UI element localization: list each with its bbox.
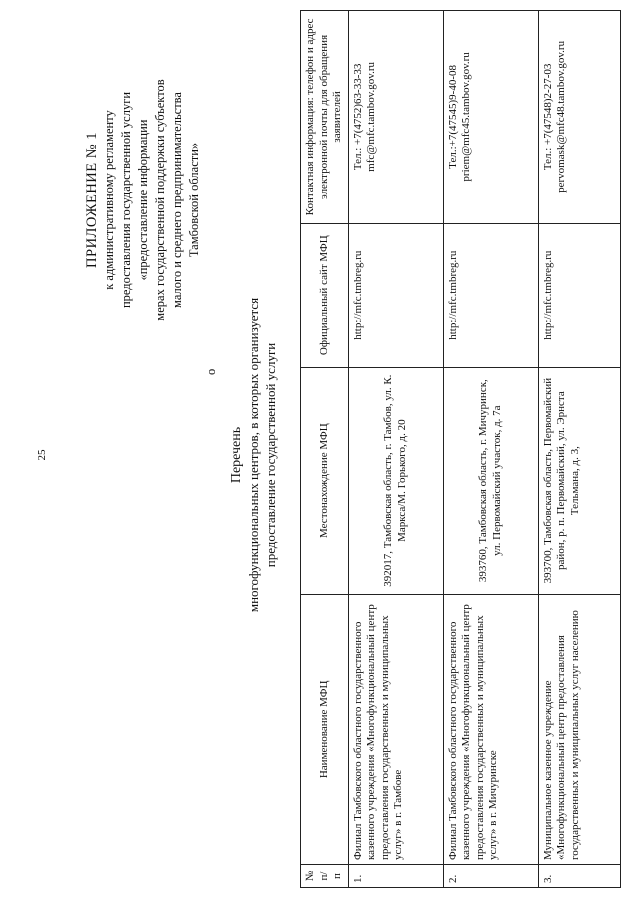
table-row [348,11,443,888]
cell-num: 2. [443,865,538,888]
appendix-bullet: о [204,368,218,375]
table-row [538,11,620,888]
header-num: № п/п [301,865,349,888]
table-header-row [301,11,349,888]
contact-email: priem@mfc45.tambov.gov.ru [460,52,472,182]
contact-phone: Тел.: +7(47548)2-27-03 [541,63,554,171]
list-subtitle-line: многофункциональных центров, в которых организуется [246,297,261,613]
cell-address: 392017, Тамбовская область, г. Тамбов, ул. К. Маркса/М. Горького, д. 20 [348,367,443,594]
appendix-line: мерах государственной поддержки субъектов [153,79,167,321]
list-title: Перечень [229,426,244,484]
contact-phone: Тел.:+7(47545)9-40-08 [446,64,459,169]
list-subtitle-line: предоставление государственной услуги [263,342,278,568]
cell-name: Филиал Тамбовского областного государственного казенного учреждения «Многофункциональный центр предоставления государственных и муниципальных услуг» в г. Мичуринске [443,594,538,864]
cell-site: http://mfc.tmbreg.ru [443,223,538,367]
mfc-table [300,10,621,888]
list-heading [228,175,279,735]
cell-num: 3. [538,865,620,888]
appendix-block [84,55,218,375]
cell-site: http://mfc.tmbreg.ru [538,223,620,367]
cell-num: 1. [348,865,443,888]
cell-name: Филиал Тамбовского областного государственного казенного учреждения «Многофункциональный центр предоставления государственных и муниципальных услуг» в г. Тамбове [348,594,443,864]
appendix-line: Тамбовской области» [187,142,201,258]
appendix-line: «предоставление информации [136,119,150,281]
cell-address: 393700, Тамбовская область, Первомайский район, р. п. Первомайский, ул. Эрнста Тельмана, д. 3, [538,367,620,594]
contact-email: pervomask@mfc48.tambov.gov.ru [555,40,567,193]
cell-name: Муниципальное казенное учреждение «Многофункциональный центр предоставления государственных и муниципальных услуг населению [538,594,620,864]
contact-email: mfc@mfc.tambov.gov.ru [365,62,377,172]
cell-contact [538,11,620,224]
cell-site: http://mfc.tmbreg.ru [348,223,443,367]
table-row [443,11,538,888]
page-number: 25 [36,449,48,461]
cell-contact [348,11,443,224]
header-site: Официальный сайт МФЦ [301,223,349,367]
appendix-title: ПРИЛОЖЕНИЕ № 1 [84,132,100,268]
header-address: Местонахождение МФЦ [301,367,349,594]
header-name: Наименование МФЦ [301,594,349,864]
cell-address: 393760, Тамбовская область, г. Мичуринск, ул. Первомайский участок, д. 7а [443,367,538,594]
cell-contact [443,11,538,224]
appendix-line: предоставления государственной услуги [119,91,133,309]
header-contact: Контактная информация: телефон и адрес электронной почты для обращения заявителей [301,11,349,224]
contact-phone: Тел.: +7(4752)63-33-33 [351,63,364,171]
appendix-line: малого и среднего предпринимательства [170,92,184,308]
appendix-line: к административному регламенту [102,110,116,290]
